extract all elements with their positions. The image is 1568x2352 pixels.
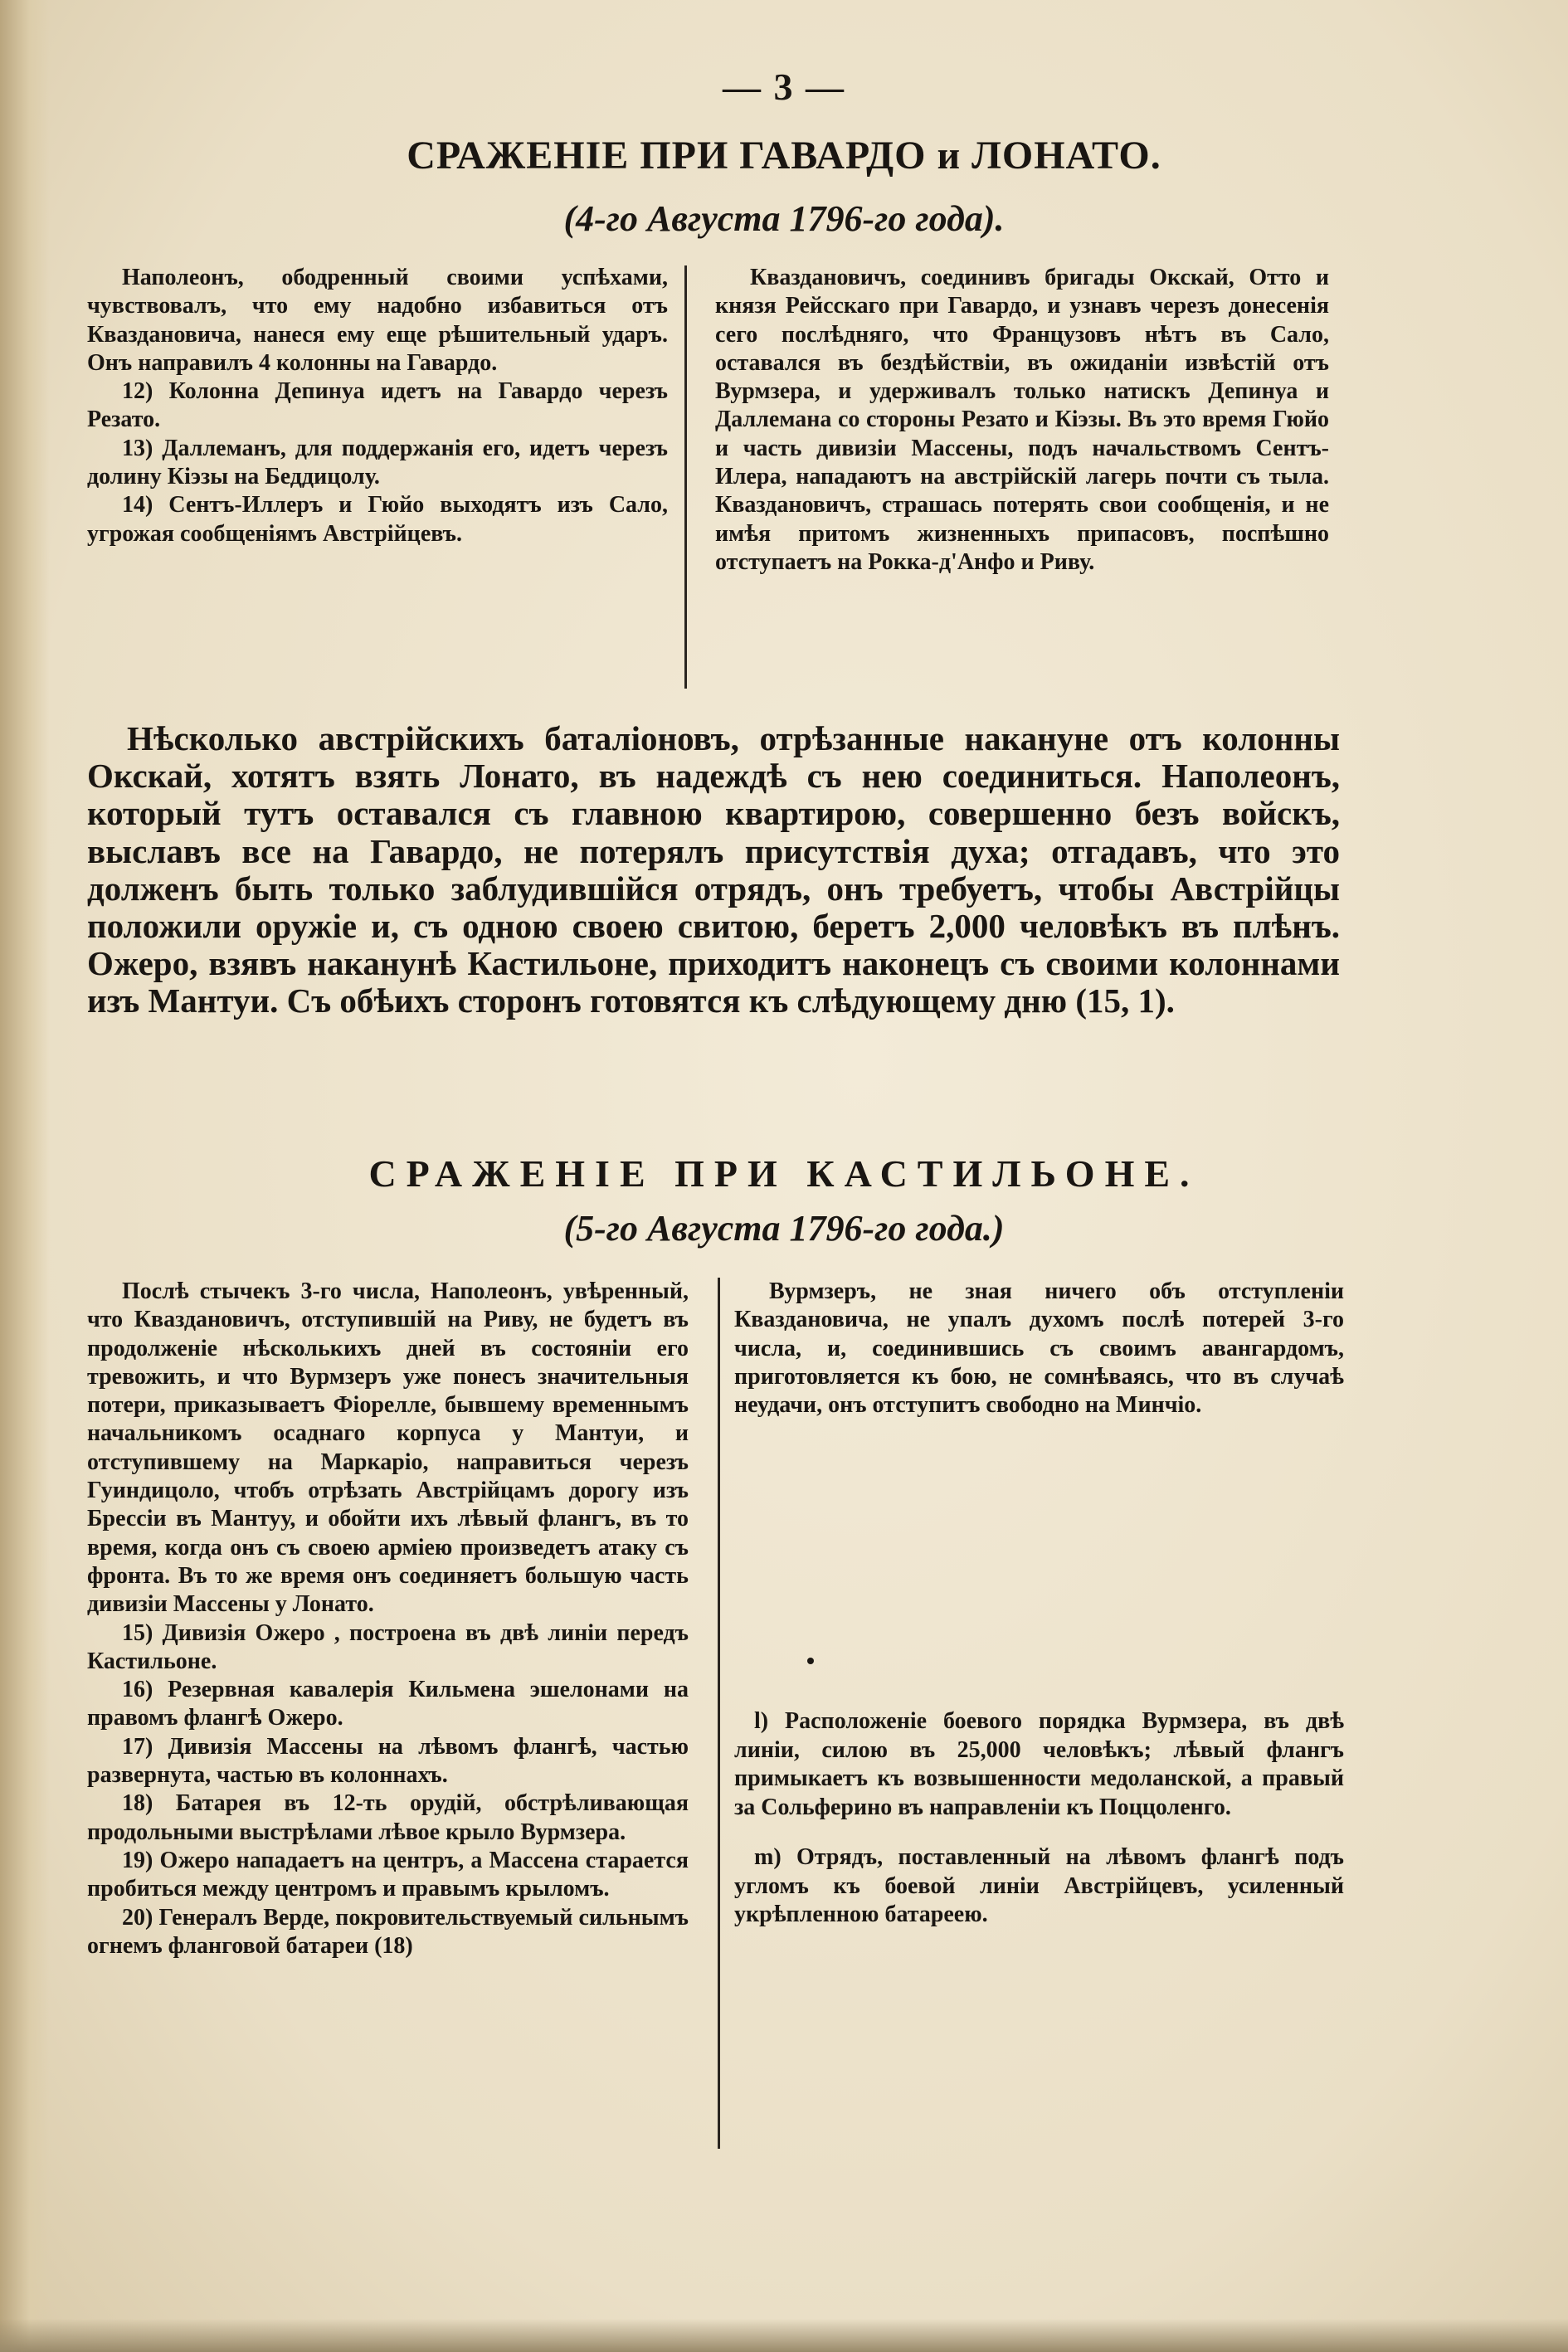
section2-left-paragraph: 17) Дивизія Массены на лѣвомъ флангѣ, частью развернута, частью въ колоннахъ.: [87, 1733, 689, 1789]
section2-left-paragraph: 19) Ожеро нападаетъ на центръ, а Массена старается пробиться между центромъ и правымъ крыломъ.: [87, 1847, 689, 1902]
section1-left-column: [87, 264, 668, 548]
main-paragraph: Нѣсколько австрійскихъ баталіоновъ, отрѣзанные накануне отъ колонны Окскай, хотятъ взять Лонато, въ надеждѣ съ нею соединиться. Наполеонъ, который тутъ оставался съ главною квартирою, совершенно безъ войскъ, выславъ все на Гавардо, не потерялъ присутствія духа; отгадавъ, что это долженъ быть только заблудившійся отрядъ, онъ требуетъ, чтобы Австрійцы положили оружіе и, съ одною своею свитою, беретъ 2,000 человѣкъ въ плѣнъ. Ожеро, взявъ наканунѣ Кастильоне, приходитъ наконецъ съ своими колоннами изъ Мантуи. Съ обѣихъ сторонъ готовятся къ слѣдующему дню (15, 1).: [87, 719, 1340, 1020]
section1-right-paragraph: Кваздановичъ, соединивъ бригады Окскай, Отто и князя Рейсскаго при Гавардо, и узнавъ черезъ донесенія сего послѣдняго, что Французовъ нѣтъ въ Сало, оставался въ бездѣйствіи, въ ожиданіи извѣстій отъ Вурмзера, и удерживалъ только натискъ Депинуа и Даллемана со стороны Резато и Кіэзы. Въ это время Гюйо и часть дивизіи Массены, подъ начальствомъ Сентъ-Илера, нападаютъ на австрійскій лагерь почти съ тыла. Кваздановичъ, страшась потерять свои сообщенія, и не имѣя притомъ жизненныхъ припасовъ, поспѣшно отступаетъ на Рокка-д'Анфо и Риву.: [715, 265, 1329, 575]
section2-title: СРАЖЕНІЕ ПРИ КАСТИЛЬОНЕ.: [368, 1152, 1200, 1195]
stray-mark: [807, 1658, 814, 1664]
column-divider: [684, 265, 687, 689]
section2-left-paragraph: 16) Резервная кавалерія Кильмена эшелонами на правомъ флангѣ Ожеро.: [87, 1677, 689, 1731]
section2-right-paragraph: Вурмзеръ, не зная ничего объ отступленіи Кваздановича, не упалъ духомъ послѣ потерей 3-го числа, и, соединившись съ своимъ авангардомъ, приготовляется къ бою, не сомнѣваясь, что въ случаѣ неудачи, онъ отступитъ свободно на Минчіо.: [734, 1278, 1344, 1419]
page-number: — 3 —: [723, 66, 845, 108]
section1-right-column: [715, 264, 1329, 577]
section1-date: (4-го Августа 1796-го года).: [563, 198, 1005, 239]
note-item: m) Отрядъ, поставленный на лѣвомъ флангѣ подъ угломъ къ боевой линіи Австрійцевъ, усиленный укрѣпленною батареею.: [734, 1844, 1344, 1927]
section1-left-paragraph: 14) Сентъ-Иллеръ и Гюйо выходятъ изъ Сало, угрожая сообщеніямъ Австрійцевъ.: [87, 492, 668, 547]
column-divider: [718, 1278, 720, 2149]
section2-left-paragraph: Послѣ стычекъ 3-го числа, Наполеонъ, увѣренный, что Кваздановичъ, отступившій на Риву, не будетъ въ продолженіе нѣсколькихъ дней въ состояніи его тревожить, и что Вурмзеръ уже понесъ значительныя потери, приказываетъ Фіорелле, бывшему временнымъ начальникомъ осаднаго корпуса у Мантуи, и отступившему на Маркаріо, направиться черезъ Гуиндицоло, чтобъ отрѣзать Австрійцамъ дорогу изъ Брессіи въ Мантуу, и обойти ихъ лѣвый флангъ, въ то время, когда онъ съ своею арміею произведетъ атаку съ фронта. Въ то же время онъ соединяетъ большую часть дивизіи Массены у Лонато.: [87, 1278, 689, 1618]
section1-left-paragraph: 12) Колонна Депинуа идетъ на Гавардо черезъ Резато.: [87, 378, 668, 433]
section2-left-paragraph: 15) Дивизія Ожеро , построена въ двѣ линіи передъ Кастильоне.: [87, 1619, 689, 1674]
section2-left-column: [87, 1278, 689, 1960]
section2-left-paragraph: 18) Батарея въ 12-ть орудій, обстрѣливающая продольными выстрѣлами лѣвое крыло Вурмзера.: [87, 1790, 689, 1845]
section1-title: СРАЖЕНІЕ ПРИ ГАВАРДО и ЛОНАТО.: [407, 134, 1161, 178]
section2-date: (5-го Августа 1796-го года.): [563, 1208, 1005, 1249]
section2-notes: [734, 1707, 1344, 1951]
section2-left-paragraph: 20) Генералъ Верде, покровительствуемый сильнымъ огнемъ фланговой батареи (18): [87, 1904, 689, 1959]
page-bottom-shadow: [0, 2319, 1568, 2352]
section1-left-paragraph: Наполеонъ, ободренный своими успѣхами, чувствовалъ, что ему надобно избавиться отъ Кваздановича, нанеся ему еще рѣшительный ударъ. Онъ направилъ 4 колонны на Гавардо.: [87, 265, 668, 376]
section2-right-column: [734, 1278, 1344, 1419]
note-item: l) Расположеніе боевого порядка Вурмзера, въ двѣ линіи, силою въ 25,000 человѣкъ; лѣвый флангъ примыкаетъ къ возвышенности медоланской, а правый за Сольферино въ направленіи къ Поццоленго.: [734, 1708, 1344, 1820]
page-edge-shadow: [0, 0, 50, 2352]
section1-left-paragraph: 13) Даллеманъ, для поддержанія его, идетъ черезъ долину Кіэзы на Беддицолу.: [87, 435, 668, 490]
